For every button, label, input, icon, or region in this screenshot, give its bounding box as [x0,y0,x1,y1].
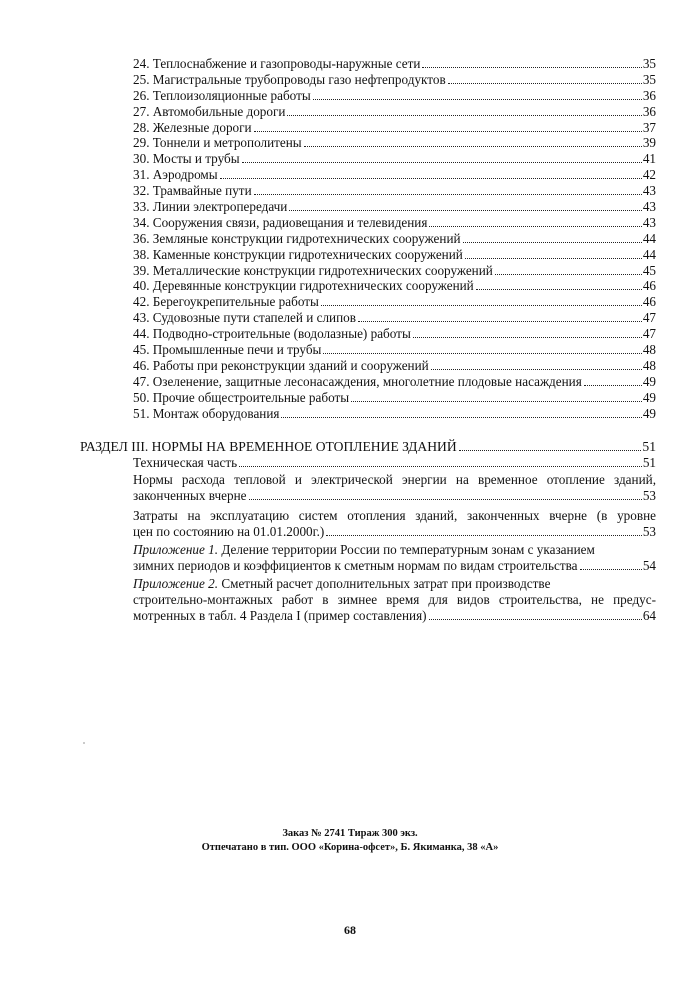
dot-leader [413,336,642,338]
dot-leader [476,288,642,290]
entry-title: 32. Трамвайные пути [133,183,252,199]
toc-entry [133,88,656,104]
toc-entry [133,72,656,88]
section-page: 51 [642,439,656,454]
toc-entry-tech-part [133,455,656,471]
entry-page: 35 [642,56,656,71]
entry-page: 43 [642,183,656,199]
entry-line: зимних периодов и коэффициентов к сметным нормам по видам строительства [133,558,578,573]
toc-entry [133,215,656,231]
dot-leader [495,273,642,275]
entry-line: цен по состоянию на 01.01.2000г.) [133,524,325,539]
scan-speck [83,742,85,744]
entry-line: мотренных в табл. 4 Раздела I (пример составления) [133,608,427,623]
entry-title: 42. Берегоукрепительные работы [133,294,319,310]
entry-page: 48 [642,342,656,358]
entry-page: 41 [642,151,656,167]
entry-line: Нормы расхода тепловой и электрической энергии на временное отопление зданий, [133,472,656,487]
entry-page: 39 [642,135,656,151]
entry-line: Сметный расчет дополнительных затрат при производстве [218,576,551,591]
dot-leader [584,384,642,386]
entry-page: 49 [642,373,656,389]
toc-entry [133,374,656,390]
entry-title: 24. Теплоснабжение и газопроводы-наружные сети [133,56,421,71]
toc-entry-appendix-1 [133,542,656,574]
entry-title: 31. Аэродромы [133,167,218,183]
dot-leader [463,241,642,243]
entry-page: 47 [642,310,656,326]
entry-title: 45. Промышленные печи и трубы [133,342,322,358]
dot-leader [220,177,642,179]
dot-leader [254,193,642,195]
toc-entry [133,167,656,183]
dot-leader [465,257,642,259]
entry-page: 48 [642,357,656,373]
entry-page: 36 [642,87,656,103]
imprint-order: Заказ № 2741 Тираж 300 экз. [282,828,418,839]
toc-entry [133,406,656,422]
dot-leader [429,225,641,227]
toc-entry [133,183,656,199]
dot-leader [254,130,642,132]
entry-title: 50. Прочие общестроительные работы [133,389,350,405]
dot-leader [448,82,642,84]
toc-entry [133,326,656,342]
entry-page: 51 [642,455,656,470]
entry-title: 29. Тоннели и метрополитены [133,135,302,151]
table-of-contents [133,56,656,421]
entry-title: 30. Мосты и трубы [133,151,240,167]
entry-title: 34. Сооружения связи, радиовещания и телевидения [133,214,428,230]
entry-line: строительно-монтажных работ в зимнее время для видов строительства, не предус- [133,592,656,607]
dot-leader [287,114,641,116]
entry-line: Деление территории России по температурным зонам с указанием [218,542,595,557]
entry-page: 53 [642,524,656,539]
entry-title: 46. Работы при реконструкции зданий и сооружений [133,357,429,373]
entry-page: 49 [642,405,656,421]
dot-leader [321,304,642,306]
entry-title: 40. Деревянные конструкции гидротехнических сооружений [133,278,474,294]
toc-entry [133,231,656,247]
entry-title: 27. Автомобильные дороги [133,103,286,119]
entry-page: 47 [642,326,656,342]
dot-leader [580,568,642,570]
entry-title: 36. Земляные конструкции гидротехнических сооружений [133,230,461,246]
entry-page: 54 [642,558,656,573]
toc-entry [133,56,656,72]
entry-title: 47. Озеленение, защитные лесонасаждения, многолетние плодовые насаждения [133,373,582,389]
toc-entry [133,104,656,120]
toc-entry-norms [133,472,656,504]
dot-leader [289,209,641,211]
dot-leader [351,400,642,402]
entry-line: Затраты на эксплуатацию систем отопления зданий, законченных вчерне (в уровне [133,508,656,523]
page-number: 68 [344,923,356,937]
toc-entry [133,263,656,279]
appendix-label: Приложение 2. [133,576,219,591]
toc-entry [133,342,656,358]
toc-entry [133,199,656,215]
entry-page: 35 [642,71,656,87]
appendix-label: Приложение 1. [133,542,219,557]
dot-leader [429,618,642,620]
entry-page: 45 [642,262,656,278]
entry-page: 43 [642,199,656,215]
entry-title: 26. Теплоизоляционные работы [133,87,311,103]
entry-page: 36 [642,103,656,119]
dot-leader [358,320,642,322]
toc-entry [133,278,656,294]
entry-title: 28. Железные дороги [133,119,252,135]
toc-entry-costs [133,508,656,540]
dot-leader [304,145,642,147]
toc-entry [133,310,656,326]
section-title: РАЗДЕЛ III. НОРМЫ НА ВРЕМЕННОЕ ОТОПЛЕНИЕ ЗДАНИЙ [80,439,457,454]
toc-entry [133,247,656,263]
section-heading [80,438,656,455]
entry-page: 43 [642,214,656,230]
entry-title: 51. Монтаж оборудования [133,405,280,421]
toc-entry [133,390,656,406]
toc-entry [133,358,656,374]
dot-leader [323,352,641,354]
entry-title: 38. Каменные конструкции гидротехнических сооружений [133,246,463,262]
dot-leader [431,368,642,370]
entry-page: 44 [642,230,656,246]
toc-entry-appendix-2 [133,576,656,624]
entry-page: 64 [642,608,656,623]
toc-entry [133,135,656,151]
entry-page: 53 [642,488,656,503]
dot-leader [281,416,641,418]
entry-title: 44. Подводно-строительные (водолазные) работы [133,326,411,342]
dot-leader [422,66,641,68]
entry-title: 25. Магистральные трубопроводы газо нефтепродуктов [133,71,446,87]
entry-line: законченных вчерне [133,488,247,503]
dot-leader [242,161,642,163]
dot-leader [313,98,642,100]
dot-leader [459,449,642,451]
imprint-printer: Отпечатано в тип. ООО «Корина-офсет», Б. Якиманка, 38 «А» [201,842,499,853]
toc-entry [133,294,656,310]
entry-title: 39. Металлические конструкции гидротехнических сооружений [133,262,493,278]
dot-leader [326,534,642,536]
dot-leader [249,498,642,500]
toc-entry [133,120,656,136]
entry-page: 42 [642,167,656,183]
toc-entry [133,151,656,167]
entry-page: 46 [642,278,656,294]
entry-page: 44 [642,246,656,262]
entry-page: 46 [642,294,656,310]
dot-leader [239,465,642,467]
entry-title: 43. Судовозные пути стапелей и слипов [133,310,356,326]
entry-page: 37 [642,119,656,135]
entry-title: Техническая часть [133,455,238,470]
entry-title: 33. Линии электропередачи [133,199,288,215]
entry-page: 49 [642,389,656,405]
